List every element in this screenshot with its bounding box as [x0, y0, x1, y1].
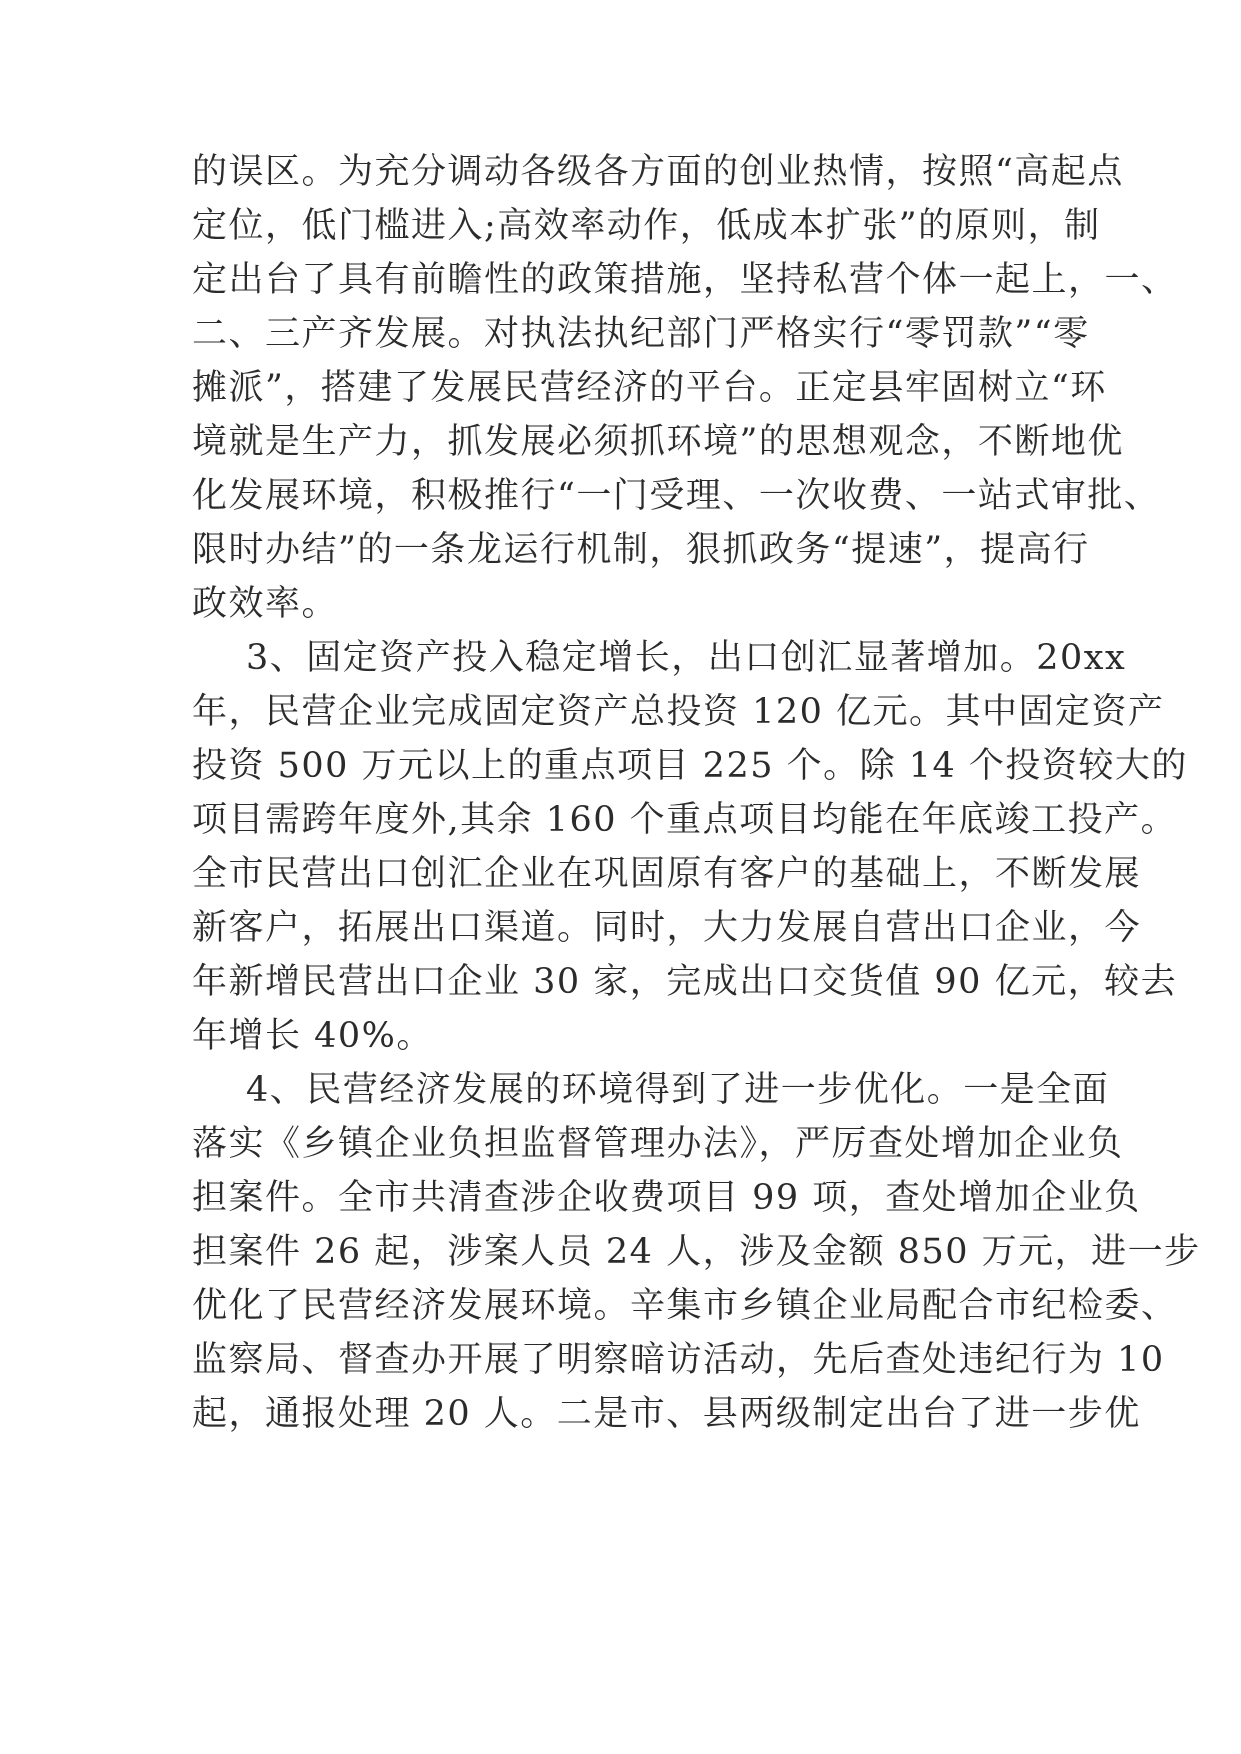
text-line: 化发展环境，积极推行“一门受理、一次收费、一站式审批、 [192, 476, 1161, 516]
text-line: 年增长 40%。 [192, 1016, 433, 1056]
text-line: 年，民营企业完成固定资产总投资 120 亿元。其中固定资产 [192, 692, 1165, 732]
text-line: 二、三产齐发展。对执法执纪部门严格实行“零罚款”“零 [192, 314, 1090, 354]
text-line: 定出台了具有前瞻性的政策措施，坚持私营个体一起上，一、 [192, 260, 1178, 300]
text-line: 担案件。全市共清查涉企收费项目 99 项，查处增加企业负 [192, 1178, 1141, 1218]
text-line: 的误区。为充分调动各级各方面的创业热情，按照“高起点 [192, 152, 1124, 192]
text-line: 限时办结”的一条龙运行机制，狠抓政务“提速”，提高行 [192, 530, 1090, 570]
paragraph-first-line: 4、民营经济发展的环境得到了进一步优化。一是全面 [246, 1070, 1110, 1110]
text-line: 年新增民营出口企业 30 家，完成出口交货值 90 亿元，较去 [192, 962, 1178, 1002]
text-line: 政效率。 [192, 584, 339, 624]
text-line: 监察局、督查办开展了明察暗访活动，先后查处违纪行为 10 [192, 1340, 1165, 1380]
text-line: 落实《乡镇企业负担监督管理办法》，严厉查处增加企业负 [192, 1124, 1124, 1164]
text-line: 起，通报处理 20 人。二是市、县两级制定出台了进一步优 [192, 1394, 1141, 1434]
text-line: 担案件 26 起，涉案人员 24 人，涉及金额 850 万元，进一步 [192, 1232, 1201, 1272]
text-line: 新客户，拓展出口渠道。同时，大力发展自营出口企业，今 [192, 908, 1142, 948]
text-line: 摊派”，搭建了发展民营经济的平台。正定县牢固树立“环 [192, 368, 1107, 408]
paragraph-first-line: 3、固定资产投入稳定增长，出口创汇显著增加。20xx [246, 638, 1127, 678]
text-line: 优化了民营经济发展环境。辛集市乡镇企业局配合市纪检委、 [192, 1286, 1178, 1326]
text-line: 全市民营出口创汇企业在巩固原有客户的基础上，不断发展 [192, 854, 1142, 894]
text-line: 定位，低门槛进入;高效率动作，低成本扩张”的原则，制 [192, 206, 1101, 246]
text-line: 投资 500 万元以上的重点项目 225 个。除 14 个投资较大的 [192, 746, 1188, 786]
text-line: 境就是生产力，抓发展必须抓环境”的思想观念，不断地优 [192, 422, 1124, 462]
text-line: 项目需跨年度外,其余 160 个重点项目均能在年底竣工投产。 [192, 800, 1178, 840]
